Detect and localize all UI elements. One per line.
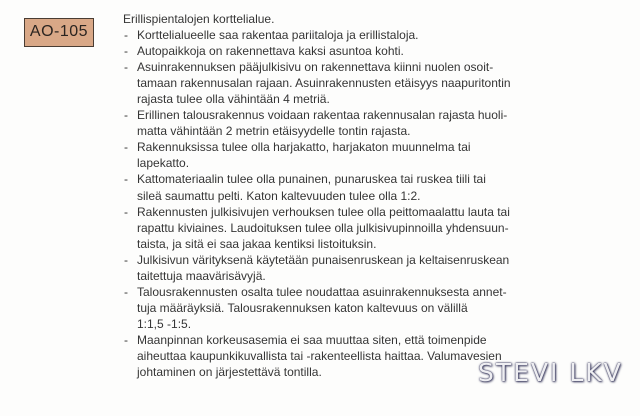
regulations-text [123, 11, 563, 380]
regulation-item: - Julkisivun värityksenä käytetään punaisenruskean ja keltaisenruskean taitettuja maavärisävyjä. [123, 252, 563, 284]
watermark-logo: STEVI LKV [478, 358, 623, 387]
regulation-item: - Autopaikkoja on rakennettava kaksi asuntoa kohti. [123, 43, 563, 59]
regulation-item: - Korttelialueelle saa rakentaa pariitaloja ja erillistaloja. [123, 27, 563, 43]
regulation-item: - Erillinen talousrakennus voidaan rakentaa rakennusalan rajasta huoli- matta vähintään 2 metrin etäisyydelle tontin rajasta. [123, 107, 563, 139]
regulations-intro: Erillispientalojen korttelialue. [123, 12, 275, 26]
regulation-item: - Kattomateriaalin tulee olla punainen, punaruskea tai ruskea tiili tai sileä saumattu pelti. Katon kaltevuuden tulee olla 1:2. [123, 171, 563, 203]
regulation-line: Autopaikkoja on rakennettava kaksi asuntoa kohti. [137, 44, 404, 59]
regulation-line: tuja määräyksiä. Talousrakennuksen katon kaltevuus on välillä [137, 300, 468, 315]
zone-code-badge: AO-105 [24, 18, 94, 47]
regulation-line: sileä saumattu pelti. Katon kaltevuuden tulee olla 1:2. [137, 188, 421, 203]
regulation-line: Rakennusten julkisivujen verhouksen tulee olla peittomaalattu lauta tai [137, 204, 510, 219]
regulation-item: - Rakennuksissa tulee olla harjakatto, harjakaton muunnelma tai lapekatto. [123, 139, 563, 171]
regulation-line: lapekatto. [137, 156, 190, 171]
regulation-line: matta vähintään 2 metrin etäisyydelle tontin rajasta. [137, 124, 411, 139]
regulation-line: rapattu kiviaines. Laudoituksen tulee olla julkisivupinnoilla yhdensuun- [137, 220, 509, 235]
regulation-item: - Asuinrakennuksen pääjulkisivu on rakennettava kiinni nuolen osoit- tamaan rakennusalan rajaan. Asuinrakennusten etäisyys naapuritontin rajasta tulee olla vähintään 4 metriä. [123, 59, 563, 107]
regulation-line: Erillinen talousrakennus voidaan rakentaa rakennusalan rajasta huoli- [137, 108, 508, 123]
regulation-line: taista, ja sitä ei saa jakaa kentiksi listoituksin. [137, 236, 377, 251]
regulation-line: rajasta tulee olla vähintään 4 metriä. [137, 92, 330, 107]
regulation-item: - Talousrakennusten osalta tulee noudattaa asuinrakennuksesta annet- tuja määräyksiä. Talousrakennuksen katon kaltevuus on välillä 1:1,5 -1:5. [123, 284, 563, 332]
regulation-line: johtaminen on järjestettävä tontilla. [137, 365, 322, 380]
regulation-line: Rakennuksissa tulee olla harjakatto, harjakaton muunnelma tai [137, 140, 471, 155]
regulation-line: taitettuja maavärisävyjä. [137, 268, 266, 283]
regulation-line: Kattomateriaalin tulee olla punainen, punaruskea tai ruskea tiili tai [137, 172, 486, 187]
regulation-line: Asuinrakennuksen pääjulkisivu on rakennettava kiinni nuolen osoit- [137, 60, 494, 75]
regulation-line: Korttelialueelle saa rakentaa pariitaloja ja erillistaloja. [137, 28, 419, 43]
regulation-line: tamaan rakennusalan rajaan. Asuinrakennusten etäisyys naapuritontin [137, 76, 511, 91]
regulation-item: - Maanpinnan korkeusasemia ei saa muuttaa siten, että toimenpide aiheuttaa kaupunkikuvallista tai -rakenteellista haittaa. Valumavesien johtaminen on järjestettävä tontilla. [123, 332, 563, 380]
regulation-line: Maanpinnan korkeusasemia ei saa muuttaa siten, että toimenpide [137, 332, 487, 347]
regulation-line: Talousrakennusten osalta tulee noudattaa asuinrakennuksesta annet- [137, 284, 507, 299]
regulation-item: - Rakennusten julkisivujen verhouksen tulee olla peittomaalattu lauta tai rapattu kiviaines. Laudoituksen tulee olla julkisivupinnoilla yhdensuun- taista, ja sitä ei saa jakaa kentiksi listoituksin. [123, 204, 563, 252]
regulation-line: Julkisivun värityksenä käytetään punaisenruskean ja keltaisenruskean [137, 252, 510, 267]
regulation-line: aiheuttaa kaupunkikuvallista tai -rakenteellista haittaa. Valumavesien [137, 348, 502, 363]
regulation-line: 1:1,5 -1:5. [137, 316, 192, 331]
